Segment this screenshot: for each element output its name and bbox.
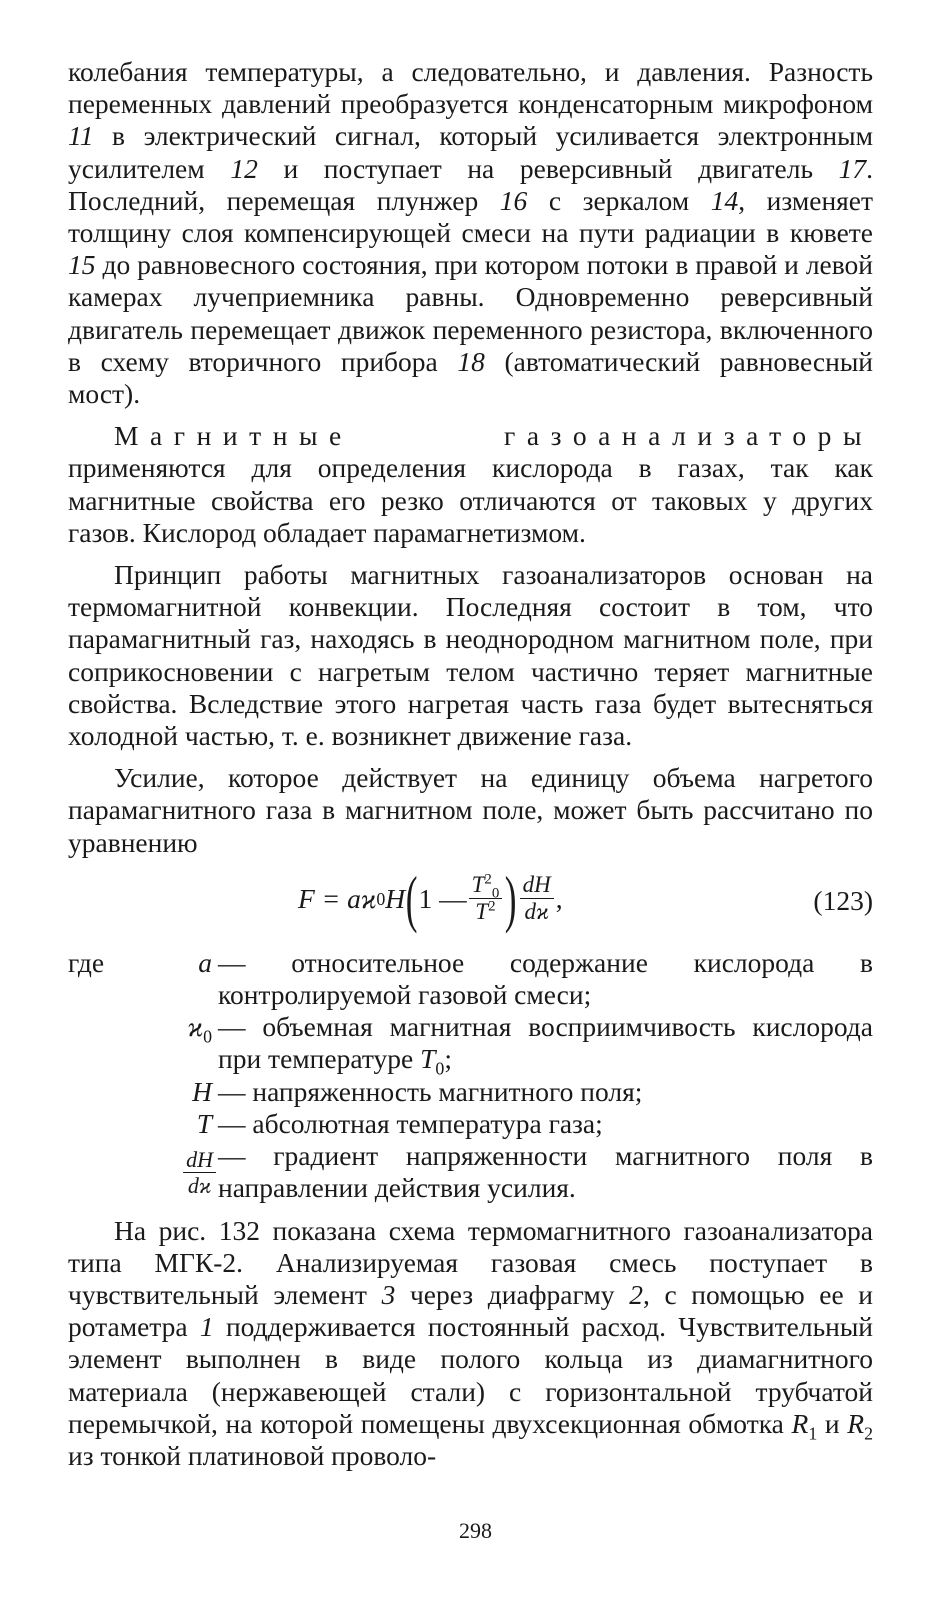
- definition-t: T — абсолютная температура газа;: [196, 1107, 603, 1139]
- page-body: [68, 56, 873, 1472]
- equation-123: [68, 862, 873, 943]
- right-paren: ): [505, 862, 517, 934]
- definition-a: где a — относительное содержание кислорода в контролируемой газовой смеси;: [68, 946, 873, 1011]
- fraction-gradient-def: $\frac{dH}{dϰ}$: [183, 1147, 216, 1198]
- spaced-term: Магнитные газоанализаторы: [114, 420, 873, 452]
- symbol-definitions: [68, 947, 873, 1205]
- paragraph-1: колебания температуры, а следовательно, и давления. Разность переменных давлений преобразуется конденсаторным микрофоном 11 в электрический сигнал, который усиливается электронным усилителем 12 и поступает на реверсивный двигатель 17. Последний, перемещая плунжер 16 с зеркалом 14, изменяет толщину слоя компенсирующей смеси на пути радиации в кювете 15 до равновесного состояния, при котором потоки в правой и левой камерах лучеприемника равны. Одновременно реверсивный двигатель перемещает движок переменного резистора, включенного в схему вторичного прибора 18 (автоматический равновесный мост).: [68, 56, 874, 410]
- paragraph-5: На рис. 132 показана схема термомагнитного газоанализатора типа МГК-2. Анализируемая газовая смесь поступает в чувствительный элемент 3 через диафрагму 2, с помощью ее и ротаметра 1 поддерживается постоянный расход. Чувствительный элемент выполнен в виде полого кольца из диамагнитного материала (нержавеющей стали) с горизонтальной трубчатой перемычкой, на которой помещены двухсекционная обмотка $R_1$ и $R_2$ из тонкой платиновой проволо-: [68, 1214, 874, 1471]
- equation-body: F = aϰ 0 H ( 1 — $\frac{T^2_0}{T^2}$ ) $\frac{dH}{dϰ}$ ,: [298, 862, 563, 934]
- fraction-gradient: $\frac{dH}{dϰ}$: [520, 872, 554, 925]
- definition-h: H — напряженность магнитного поля;: [192, 1075, 643, 1107]
- left-paren: (: [405, 862, 418, 934]
- fraction-temperature: $\frac{T^2_0}{T^2}$: [469, 872, 503, 925]
- paragraph-4: Усилие, которое действует на единицу объема нагретого парамагнитного газа в магнитном поле, может быть рассчитано по уравнению: [68, 762, 873, 858]
- equation-number: (123): [813, 884, 873, 916]
- definition-kappa: $ϰ_0$ — объемная магнитная восприимчивость кислорода при температуре $T_0$;: [187, 1011, 873, 1079]
- definition-gradient: $\frac{dH}{dϰ}$ — градиент напряженности магнитного поля в направлении действия усилия.: [68, 1140, 873, 1204]
- page-number: 298: [459, 1518, 492, 1543]
- paragraph-2: Магнитные газоанализаторы применяются для определения кислорода в газах, так как магнитные свойства его резко отличаются от таковых у других газов. Кислород обладает парамагнетизмом.: [68, 420, 873, 548]
- paragraph-3: Принцип работы магнитных газоанализаторов основан на термомагнитной конвекции. Последняя состоит в том, что парамагнитный газ, находясь в неоднородном магнитном поле, при соприкосновении с нагретым телом частично теряет магнитные свойства. Вследствие этого нагретая часть газа будет вытесняться холодной частью, т. е. возникнет движение газа.: [68, 559, 873, 752]
